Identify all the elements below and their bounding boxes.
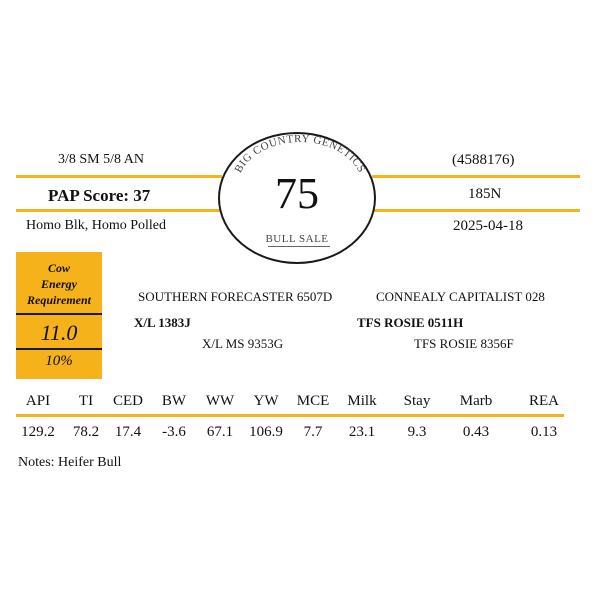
- epd-header-cell: REA: [529, 393, 559, 409]
- pedigree-sire-sire: SOUTHERN FORECASTER 6507D: [138, 289, 333, 304]
- epd-value-cell: 67.1: [206, 424, 234, 440]
- cow-energy-value: 11.0: [40, 320, 78, 345]
- epd-value-cell: 17.4: [114, 424, 142, 440]
- sale-date: 2025-04-18: [453, 218, 523, 234]
- notes-text: Notes: Heifer Bull: [18, 455, 122, 470]
- top-divider-left: [16, 175, 222, 178]
- registration-number: (4588176): [452, 152, 515, 168]
- epd-header-cell: API: [25, 393, 51, 409]
- epd-header-cell: Marb: [459, 393, 493, 409]
- epd-values-row: [16, 424, 564, 444]
- epd-value-cell: 129.2: [21, 424, 55, 440]
- pedigree-dam: TFS ROSIE 0511H: [357, 315, 464, 330]
- sale-label: BULL SALE: [265, 233, 329, 245]
- top-divider-right: [372, 175, 580, 178]
- lot-number: 75: [275, 169, 319, 218]
- epd-header-cell: TI: [78, 393, 94, 409]
- pedigree-sire-dam: X/L MS 9353G: [202, 336, 284, 351]
- epd-header-cell: WW: [205, 393, 235, 409]
- epd-value-cell: 106.9: [249, 424, 283, 440]
- epd-header-cell: MCE: [296, 393, 330, 409]
- epd-header-cell: CED: [113, 393, 143, 409]
- cow-energy-percentile: 10%: [45, 353, 73, 369]
- epd-header-row: [16, 393, 564, 413]
- epd-value-cell: 0.43: [462, 424, 490, 440]
- pap-score: PAP Score: 37: [48, 186, 151, 205]
- mid-divider-right: [372, 209, 580, 212]
- breed-composition: 3/8 SM 5/8 AN: [58, 152, 144, 167]
- pedigree-dam-dam: TFS ROSIE 8356F: [414, 336, 514, 351]
- epd-value-cell: 7.7: [303, 424, 323, 440]
- sale-underline: [268, 246, 330, 247]
- epd-value-cell: 78.2: [72, 424, 100, 440]
- cow-energy-divider-bottom: [16, 348, 102, 350]
- cow-energy-box: [16, 252, 102, 379]
- cow-energy-title: Cow Energy Requirement: [26, 261, 91, 307]
- svg-text:BIG COUNTRY GENETICS: BIG COUNTRY GENETICS: [232, 134, 368, 175]
- epd-value-cell: 9.3: [407, 424, 427, 440]
- epd-header-cell: Milk: [347, 393, 377, 409]
- epd-header-cell: YW: [253, 393, 279, 409]
- epd-value-cell: -3.6: [162, 424, 186, 440]
- cow-energy-divider-top: [16, 313, 102, 315]
- epd-header-cell: Stay: [403, 393, 431, 409]
- tattoo-id: 185N: [468, 186, 502, 202]
- epd-header-cell: BW: [161, 393, 187, 409]
- lot-medallion: [218, 132, 376, 264]
- pedigree-sire: X/L 1383J: [134, 315, 191, 330]
- epd-value-cell: 0.13: [530, 424, 558, 440]
- epd-divider: [16, 414, 564, 417]
- mid-divider-left: [16, 209, 222, 212]
- epd-value-cell: 23.1: [348, 424, 376, 440]
- pedigree-dam-sire: CONNEALY CAPITALIST 028: [376, 289, 545, 304]
- genotype-traits: Homo Blk, Homo Polled: [26, 218, 167, 233]
